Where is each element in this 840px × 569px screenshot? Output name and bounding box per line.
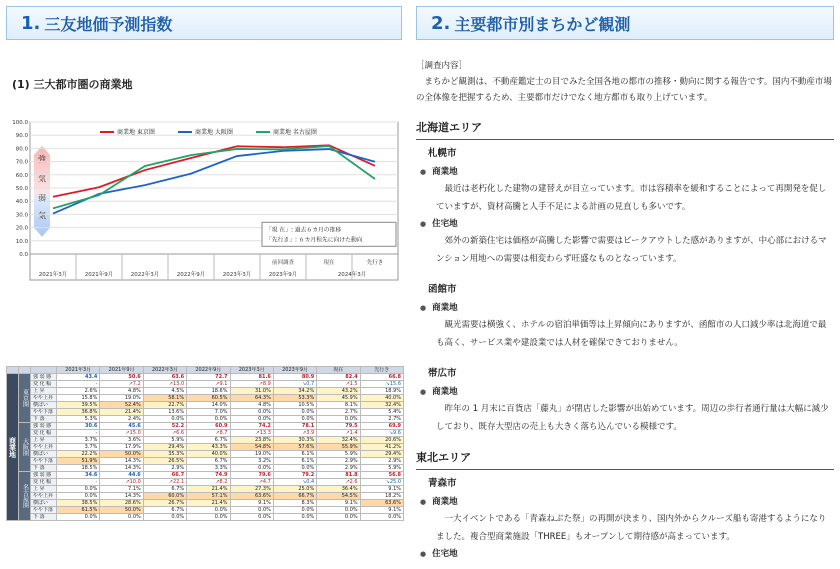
table-cell: ↗6.6 (143, 430, 186, 437)
table-row (7, 486, 404, 493)
x-label-bottom: 2021年9月 (84, 272, 114, 278)
row-label: 下 落 (31, 416, 57, 423)
table-row (7, 409, 404, 416)
table-cell: 54.5% (317, 493, 360, 500)
row-label: やや下落 (31, 458, 57, 465)
x-label-bottom: 2022年9月 (176, 272, 206, 278)
table-cell: 3.3% (187, 465, 230, 472)
table-cell: 60.5% (187, 395, 230, 402)
legend-label: 商業地 大阪圏 (195, 129, 233, 136)
table-cell: 79.6 (230, 472, 273, 479)
table-cell: ↗10.0 (100, 479, 143, 486)
table-cell: 0.0% (230, 465, 273, 472)
table-cell: 54.8% (230, 444, 273, 451)
row-label: 強 弱 感 (31, 423, 57, 430)
table-cell: 27.3% (230, 486, 273, 493)
table-cell: 38.5% (57, 500, 100, 507)
table-row (7, 374, 404, 381)
x-label-bottom: 2021年3月 (38, 272, 68, 278)
section-heading-1 (6, 6, 402, 40)
side-label: 気 (38, 174, 46, 184)
row-label: 上 昇 (31, 486, 57, 493)
legend-label: 商業地 名古屋圏 (273, 129, 317, 136)
survey-title: ［調査内容］ (416, 61, 468, 71)
table-cell: 5.3% (57, 416, 100, 423)
table-cell: 14.0% (187, 402, 230, 409)
table-cell: 52.2 (143, 423, 186, 430)
table-cell: 4.8% (100, 388, 143, 395)
row-label: 変 化 幅 (31, 479, 57, 486)
table-cell: 51.9% (57, 458, 100, 465)
table-cell: - (57, 430, 100, 437)
table-cell: 36.4% (317, 486, 360, 493)
table-cell: ↗4.7 (230, 479, 273, 486)
table-cell: 7.0% (187, 409, 230, 416)
table-cell: 15.8% (57, 395, 100, 402)
table-cell: 2.9% (143, 465, 186, 472)
table-cell: 32.4% (360, 402, 403, 409)
table-cell: 0.0% (187, 416, 230, 423)
right-column (416, 58, 834, 562)
table-cell: 82.4 (317, 374, 360, 381)
table-cell: 4.5% (143, 388, 186, 395)
aomori-commercial-text: 一大イベントである「青森ねぶた祭」の再開が決まり、国内外からクルーズ船も寄港するようになりました。複合型商業施設「THREE」もオープンして期待感が高まっています。 (436, 514, 827, 542)
table-cell: 55.9% (317, 444, 360, 451)
row-label: 変 化 幅 (31, 381, 57, 388)
city-hakodate: 函館市 (428, 284, 457, 295)
table-cell: 36.8% (57, 409, 100, 416)
table-cell: 0.0% (143, 514, 186, 521)
table-cell: - (57, 381, 100, 388)
heading-number: 2. (431, 12, 451, 34)
row-label: 横ばい (31, 402, 57, 409)
area-label: 名古屋圏 (19, 472, 31, 521)
x-label-top: 現在 (323, 260, 335, 266)
y-tick-label: 60.0 (15, 172, 28, 179)
table-cell: 21.4% (187, 486, 230, 493)
table-row (7, 493, 404, 500)
table-cell: 40.0% (360, 395, 403, 402)
x-label-bottom: 2024年3月 (337, 272, 367, 278)
table-cell: 56.8 (360, 472, 403, 479)
table-cell: 57.1% (187, 493, 230, 500)
table-cell: 29.4% (360, 451, 403, 458)
table-cell: 52.4% (100, 402, 143, 409)
sapporo-residential-text: 郊外の新築住宅は価格が高騰した影響で需要はピークアウトした感がありますが、中心部におけるマンション用地への需要は相変わらず旺盛なものとなっています。 (436, 236, 827, 264)
row-label: 横ばい (31, 500, 57, 507)
y-tick-label: 20.0 (15, 225, 28, 232)
table-cell: ↘25.0 (360, 479, 403, 486)
table-cell: 81.8 (317, 472, 360, 479)
bullet-commercial: ● 商業地 (420, 494, 834, 510)
row-label: 強 弱 感 (31, 374, 57, 381)
table-cell: 22.7% (143, 402, 186, 409)
table-cell: 0.0% (57, 514, 100, 521)
table-cell: 9.1% (317, 500, 360, 507)
y-tick-label: 90.0 (15, 133, 28, 140)
table-cell: 41.2% (360, 444, 403, 451)
table-cell: 9.1% (360, 507, 403, 514)
bullet-commercial: ● 商業地 (420, 164, 834, 180)
x-label-bottom: 2023年9月 (268, 272, 298, 278)
table-cell: ↗8.2 (187, 479, 230, 486)
table-cell: 17.9% (100, 444, 143, 451)
table-cell: 0.0% (230, 514, 273, 521)
table-cell: 0.0% (317, 514, 360, 521)
table-cell: ↗2.6 (317, 479, 360, 486)
section-heading-2 (416, 6, 834, 40)
table-row (7, 479, 404, 486)
y-tick-label: 30.0 (15, 212, 28, 219)
table-row (7, 451, 404, 458)
bullet-residential: ● 住宅地 (420, 216, 834, 232)
table-cell: 60.9 (187, 423, 230, 430)
note-text: 「先行き」: ６カ月程先に向けた動向 (266, 237, 363, 244)
table-cell: ↗3.9 (273, 430, 316, 437)
table-row (7, 423, 404, 430)
table-header: 先行き (360, 367, 403, 374)
table-cell: 0.0% (143, 416, 186, 423)
table-cell: 63.6% (230, 493, 273, 500)
table-cell: ↘0.4 (273, 479, 316, 486)
table-row (7, 437, 404, 444)
table-cell: 78.1 (273, 423, 316, 430)
table-header (31, 367, 57, 374)
hakodate-commercial-text: 観光需要は横強く、ホテルの宿泊単価等は上昇傾向にありますが、函館市の人口減少率は北海道で最も高く、サービス業や建設業では人材を確保できておりません。 (436, 320, 827, 348)
table-cell: 30.6 (57, 423, 100, 430)
table-header (7, 367, 19, 374)
row-label: 強 弱 感 (31, 472, 57, 479)
table-cell: - (57, 479, 100, 486)
table-cell: 74.9 (187, 472, 230, 479)
table-cell: 0.0% (100, 514, 143, 521)
x-label-top: 先行き (366, 260, 384, 266)
table-cell: 8.3% (273, 500, 316, 507)
heading-text: 主要都市別まちかど観測 (454, 14, 631, 34)
table-cell: 9.1% (230, 500, 273, 507)
row-label: 上 昇 (31, 388, 57, 395)
table-header: 2021年3月 (57, 367, 100, 374)
obihiro-commercial-text: 昨年の 1 月末に百貨店「藤丸」が閉店した影響が出始めています。周辺の歩行者通行量は大幅に減少しており、既存大型店の売上も大きく落ち込んでいる模様です。 (436, 404, 829, 432)
row-label: やや下落 (31, 409, 57, 416)
table-cell: 21.4% (100, 409, 143, 416)
table-cell: 81.6 (230, 374, 273, 381)
table-cell: 79.5 (317, 423, 360, 430)
heading-number: 1. (21, 12, 41, 34)
table-cell: 23.8% (230, 437, 273, 444)
y-tick-label: 0.0 (19, 252, 28, 258)
table-cell: 53.3% (273, 395, 316, 402)
table-cell: 45.6 (100, 423, 143, 430)
table-cell: 30.3% (273, 437, 316, 444)
y-tick-label: 10.0 (15, 238, 28, 245)
table-row (7, 388, 404, 395)
table-cell: 6.1% (273, 458, 316, 465)
table-row (7, 416, 404, 423)
table-cell: 43.2% (317, 388, 360, 395)
table-cell: 72.7 (187, 374, 230, 381)
area-heading-tohoku: 東北エリア (416, 436, 834, 470)
index-table (6, 366, 404, 566)
table-cell: ↘9.6 (360, 430, 403, 437)
table-cell: ↗13.0 (143, 381, 186, 388)
x-label-bottom: 2022年3月 (130, 272, 160, 278)
table-header: 2021年9月 (100, 367, 143, 374)
table-cell: 69.9 (360, 423, 403, 430)
table-cell: 40.0% (187, 451, 230, 458)
table-cell: ↗7.2 (100, 381, 143, 388)
city-sapporo: 札幌市 (428, 148, 457, 159)
table-cell: 74.2 (230, 423, 273, 430)
table-cell: 45.9% (317, 395, 360, 402)
table-cell: 34.6 (57, 472, 100, 479)
heading-text: 三友地価予測指数 (44, 14, 173, 34)
table-cell: 0.0% (360, 514, 403, 521)
table-cell: 58.1% (143, 395, 186, 402)
table-cell: ↘15.6 (360, 381, 403, 388)
table-cell: 3.7% (57, 437, 100, 444)
chart-subheading: (1) 三大都市圏の商業地 (12, 78, 133, 91)
table-row (7, 500, 404, 507)
row-label: 下 落 (31, 465, 57, 472)
y-tick-label: 80.0 (15, 146, 28, 153)
table-cell: 7.1% (100, 486, 143, 493)
table-cell: 18.6% (187, 388, 230, 395)
table-cell: 63.6 (143, 374, 186, 381)
table-cell: 20.6% (360, 437, 403, 444)
table-cell: ↗8.7 (187, 430, 230, 437)
table-cell: 0.0% (187, 514, 230, 521)
table-cell: 22.2% (57, 451, 100, 458)
table-cell: 57.6% (273, 444, 316, 451)
table-cell: 66.8 (360, 374, 403, 381)
table-cell: ↗1.5 (317, 381, 360, 388)
table-cell: 3.6% (100, 437, 143, 444)
table-header: 2022年9月 (187, 367, 230, 374)
table-cell: ↘0.7 (273, 381, 316, 388)
table-cell: 60.0% (143, 493, 186, 500)
table-cell: 61.5% (57, 507, 100, 514)
table-row (7, 507, 404, 514)
table-cell: 63.6% (360, 500, 403, 507)
table-cell: 9.1% (360, 486, 403, 493)
table-cell: 35.3% (143, 451, 186, 458)
table-cell: 28.6% (100, 500, 143, 507)
table-cell: 50.0% (100, 507, 143, 514)
table-cell: 64.3% (230, 395, 273, 402)
table-cell: 79.2 (273, 472, 316, 479)
table-cell: 2.9% (360, 458, 403, 465)
table-cell: 43.3% (187, 444, 230, 451)
y-tick-label: 70.0 (15, 159, 28, 166)
table-cell: 0.0% (57, 493, 100, 500)
table-cell: 18.2% (360, 493, 403, 500)
table-cell: 2.7% (317, 409, 360, 416)
table-header: 現在 (317, 367, 360, 374)
table-row (7, 458, 404, 465)
table-cell: 5.9% (143, 437, 186, 444)
table-cell: ↗15.0 (100, 430, 143, 437)
table-header: 2022年3月 (143, 367, 186, 374)
table-cell: 0.0% (317, 416, 360, 423)
table-row (7, 444, 404, 451)
table-cell: 0.0% (230, 507, 273, 514)
table-cell: 2.4% (100, 416, 143, 423)
table-cell: 5.9% (317, 451, 360, 458)
x-label-top: 前回調査 (271, 260, 295, 266)
area-label: 大阪圏 (19, 423, 31, 472)
sapporo-commercial-text: 最近は老朽化した建物の建替えが目立っています。市は容積率を緩和することによって再開発を促していますが、資材高騰と人手不足による計画の見直しも多いです。 (436, 184, 827, 212)
table-row (7, 514, 404, 521)
side-label: 弱 (38, 194, 46, 204)
table-cell: 26.5% (143, 458, 186, 465)
table-cell: ↗8.9 (230, 381, 273, 388)
table-cell: 10.5% (273, 402, 316, 409)
y-tick-label: 50.0 (15, 186, 28, 192)
table-cell: 32.4% (317, 437, 360, 444)
table-row (7, 395, 404, 402)
table-row (7, 402, 404, 409)
table-cell: 6.7% (143, 486, 186, 493)
side-label: 気 (38, 211, 46, 221)
side-label: 強 (38, 154, 46, 164)
table-cell: 6.7% (187, 437, 230, 444)
table-header (19, 367, 31, 374)
table-cell: 0.0% (273, 507, 316, 514)
table-cell: 0.0% (273, 465, 316, 472)
table-cell: 18.9% (360, 388, 403, 395)
row-label: やや上昇 (31, 493, 57, 500)
table-cell: 39.5% (57, 402, 100, 409)
table-cell: 34.2% (273, 388, 316, 395)
table-cell: 21.4% (187, 500, 230, 507)
table-cell: 0.0% (57, 486, 100, 493)
table-header: 2023年3月 (230, 367, 273, 374)
table-cell: 0.0% (230, 416, 273, 423)
table-cell: 66.7 (143, 472, 186, 479)
row-label: やや下落 (31, 507, 57, 514)
table-cell: ↗22.1 (143, 479, 186, 486)
table-cell: ↗13.3 (230, 430, 273, 437)
table-cell: 2.6% (57, 388, 100, 395)
table-cell: 50.6 (100, 374, 143, 381)
table-cell: 5.4% (360, 409, 403, 416)
city-obihiro: 帯広市 (428, 368, 457, 379)
table-cell: 5.9% (360, 465, 403, 472)
y-tick-label: 100.0 (12, 120, 28, 126)
table-cell: 0.0% (230, 409, 273, 416)
table-cell: ↗9.1 (187, 381, 230, 388)
table-cell: 2.7% (360, 416, 403, 423)
row-label: 変 化 幅 (31, 430, 57, 437)
table-cell: 0.0% (273, 409, 316, 416)
table-row (7, 465, 404, 472)
table-cell: 14.3% (100, 493, 143, 500)
area-heading-hokkaido: 北海道エリア (416, 106, 834, 140)
bullet-commercial: ● 商業地 (420, 384, 834, 400)
table-cell: 80.9 (273, 374, 316, 381)
line-chart (4, 116, 402, 286)
area-label: 東京圏 (19, 374, 31, 423)
table-cell: 19.0% (100, 395, 143, 402)
table-cell: 3.2% (230, 458, 273, 465)
table-cell: 2.9% (317, 458, 360, 465)
table-cell: 19.0% (230, 451, 273, 458)
row-label: 上 昇 (31, 437, 57, 444)
bullet-residential: ● 住宅地 (420, 546, 834, 562)
table-cell: 50.0% (100, 451, 143, 458)
row-label: やや上昇 (31, 444, 57, 451)
table-cell: 14.3% (100, 458, 143, 465)
table-cell: 43.4 (57, 374, 100, 381)
table-cell: 18.5% (57, 465, 100, 472)
table-cell: 0.0% (317, 507, 360, 514)
row-label: 下 落 (31, 514, 57, 521)
note-text: 「現 在」: 過去６カ月の推移 (266, 227, 342, 234)
table-row (7, 430, 404, 437)
table-cell: 8.1% (317, 402, 360, 409)
table-cell: 3.7% (57, 444, 100, 451)
table-cell: 6.7% (187, 458, 230, 465)
table-cell: 25.0% (273, 486, 316, 493)
city-aomori: 青森市 (428, 478, 457, 489)
table-row (7, 381, 404, 388)
table-cell: ↗1.4 (317, 430, 360, 437)
bullet-commercial: ● 商業地 (420, 300, 834, 316)
table-cell: 2.9% (317, 465, 360, 472)
table-cell: 44.6 (100, 472, 143, 479)
row-label: やや上昇 (31, 395, 57, 402)
table-cell: 13.6% (143, 409, 186, 416)
table-cell: 29.4% (143, 444, 186, 451)
table-cell: 26.7% (143, 500, 186, 507)
y-tick-label: 40.0 (15, 199, 28, 206)
table-cell: 0.0% (187, 507, 230, 514)
table-cell: 4.8% (230, 402, 273, 409)
survey-text: まちかど観測は、不動産鑑定士の目でみた全国各地の都市の推移・動向に関する報告です。国内不動産市場の全体像を把握するため、主要都市だけでなく地方都市も取り上げています。 (416, 77, 832, 103)
table-header: 2023年9月 (273, 367, 316, 374)
table-cell: 6.7% (143, 507, 186, 514)
legend-label: 商業地 東京圏 (117, 129, 155, 136)
table-cell: 0.0% (273, 514, 316, 521)
table-cell: 6.1% (273, 451, 316, 458)
group-label: 商業地 (7, 374, 19, 521)
table-cell: 31.0% (230, 388, 273, 395)
table-row (7, 472, 404, 479)
row-label: 横ばい (31, 451, 57, 458)
table-cell: 66.7% (273, 493, 316, 500)
table-cell: 0.0% (273, 416, 316, 423)
table-cell: 14.3% (100, 465, 143, 472)
x-label-bottom: 2023年3月 (222, 272, 252, 278)
